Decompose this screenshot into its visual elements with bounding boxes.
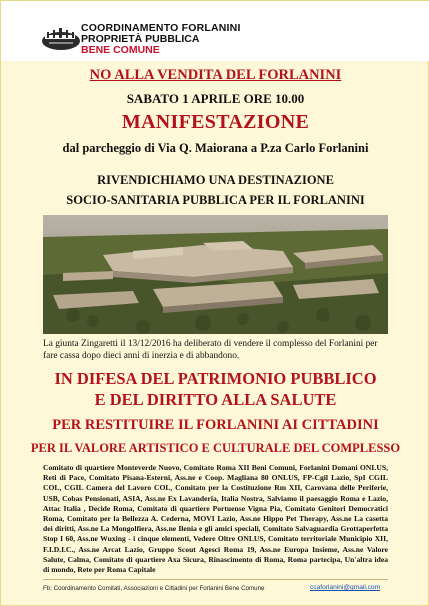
- event-date: SABATO 1 APRILE ORE 10.00: [126, 91, 305, 106]
- headline-4: PER IL VALORE ARTISTICO E CULTURALE DEL COMPLESSO: [30, 441, 401, 455]
- org-name: [81, 23, 241, 56]
- org-line-1: COORDINAMENTO FORLANINI: [81, 22, 241, 34]
- org-line-3: BENE COMUNE: [81, 44, 160, 56]
- contact-email-link[interactable]: ccaforlanini@gmail.com: [310, 584, 381, 591]
- forlanini-logo-icon: [41, 27, 81, 51]
- event-route: dal parcheggio di Via Q. Maiorana a P.za Carlo Forlanini: [62, 141, 369, 155]
- org-line-2: PROPRIETÀ PUBBLICA: [81, 33, 200, 45]
- slogan: NO ALLA VENDITA DEL FORLANINI: [89, 67, 342, 83]
- claim-line-2: SOCIO-SANITARIA PUBBLICA PER IL FORLANINI: [66, 193, 365, 207]
- hospital-aerial-photo: [43, 215, 388, 334]
- event-title: MANIFESTAZIONE: [121, 111, 310, 133]
- headline-1: IN DIFESA DEL PATRIMONIO PUBBLICO: [54, 369, 377, 388]
- photo-caption: La giunta Zingaretti il 13/12/2016 ha deliberato di vendere il complesso del Forlanini per fare cassa dopo dieci anni di inerzia e di abbandono.: [43, 339, 378, 361]
- claim-line-1: RIVENDICHIAMO UNA DESTINAZIONE: [97, 173, 334, 187]
- headline-3: PER RESTITUIRE IL FORLANINI AI CITTADINI: [52, 417, 379, 433]
- adhesions-list: Comitato di quartiere Monteverde Nuovo, Comitato Roma XII Beni Comuni, Forlanini Domani ONLUS, Reti di Pace, Comitato Pisana-Esterni, Ass.ne e Coop. Magliana 80 ONLUS, FP-Cgil Lazio, SpI CGIL COL, CGIL Camera del Lavoro COL, Comitato per la Costituzione Rm XII, Carovana delle Periferie, USB, Cobas Pensionati, ASIA, Ass.ne Ex Lavanderia, Italia Nostra, Salviamo il paesaggio Roma e Lazio, Attac Italia , Decide Roma, Comitato di quartiere Portuense Vigna Pia, Comitato Genitori Democratici Roma, Comitato per la Bellezza A. Cederna, MOVI Lazio, Ass.ne Hippo Pet Therapy, Ass.ne La casetta dei diritti, Ass.ne La Mongolfiera, Ass.ne Ilenia e gli amici speciali, Comitato Salvaguardia Grottaperfetta Stop I 60, Ass.ne Wuxing - i cinque elementi, Vedere Oltre ONLUS, Comitato territoriale Municipio XII, F.I.D.I.C., Ass.ne Arcat Lazio, Gruppo Scout Agesci Roma 19, Ass.ne Europa Insieme, Ass.ne Valore Salute, Calma, Comitato di quartiere Axa Sicura, Rinascimento di Roma, Roma partecipa, Un'altra idea di mondo, Rete per Roma Capitale: [43, 463, 388, 575]
- facebook-reference: Fb: Coordinamento Comitati, Associazioni e Cittadini per Forlanini Bene Comune: [43, 585, 265, 592]
- footer-divider: [43, 579, 388, 580]
- headline-2: E DEL DIRITTO ALLA SALUTE: [94, 390, 337, 409]
